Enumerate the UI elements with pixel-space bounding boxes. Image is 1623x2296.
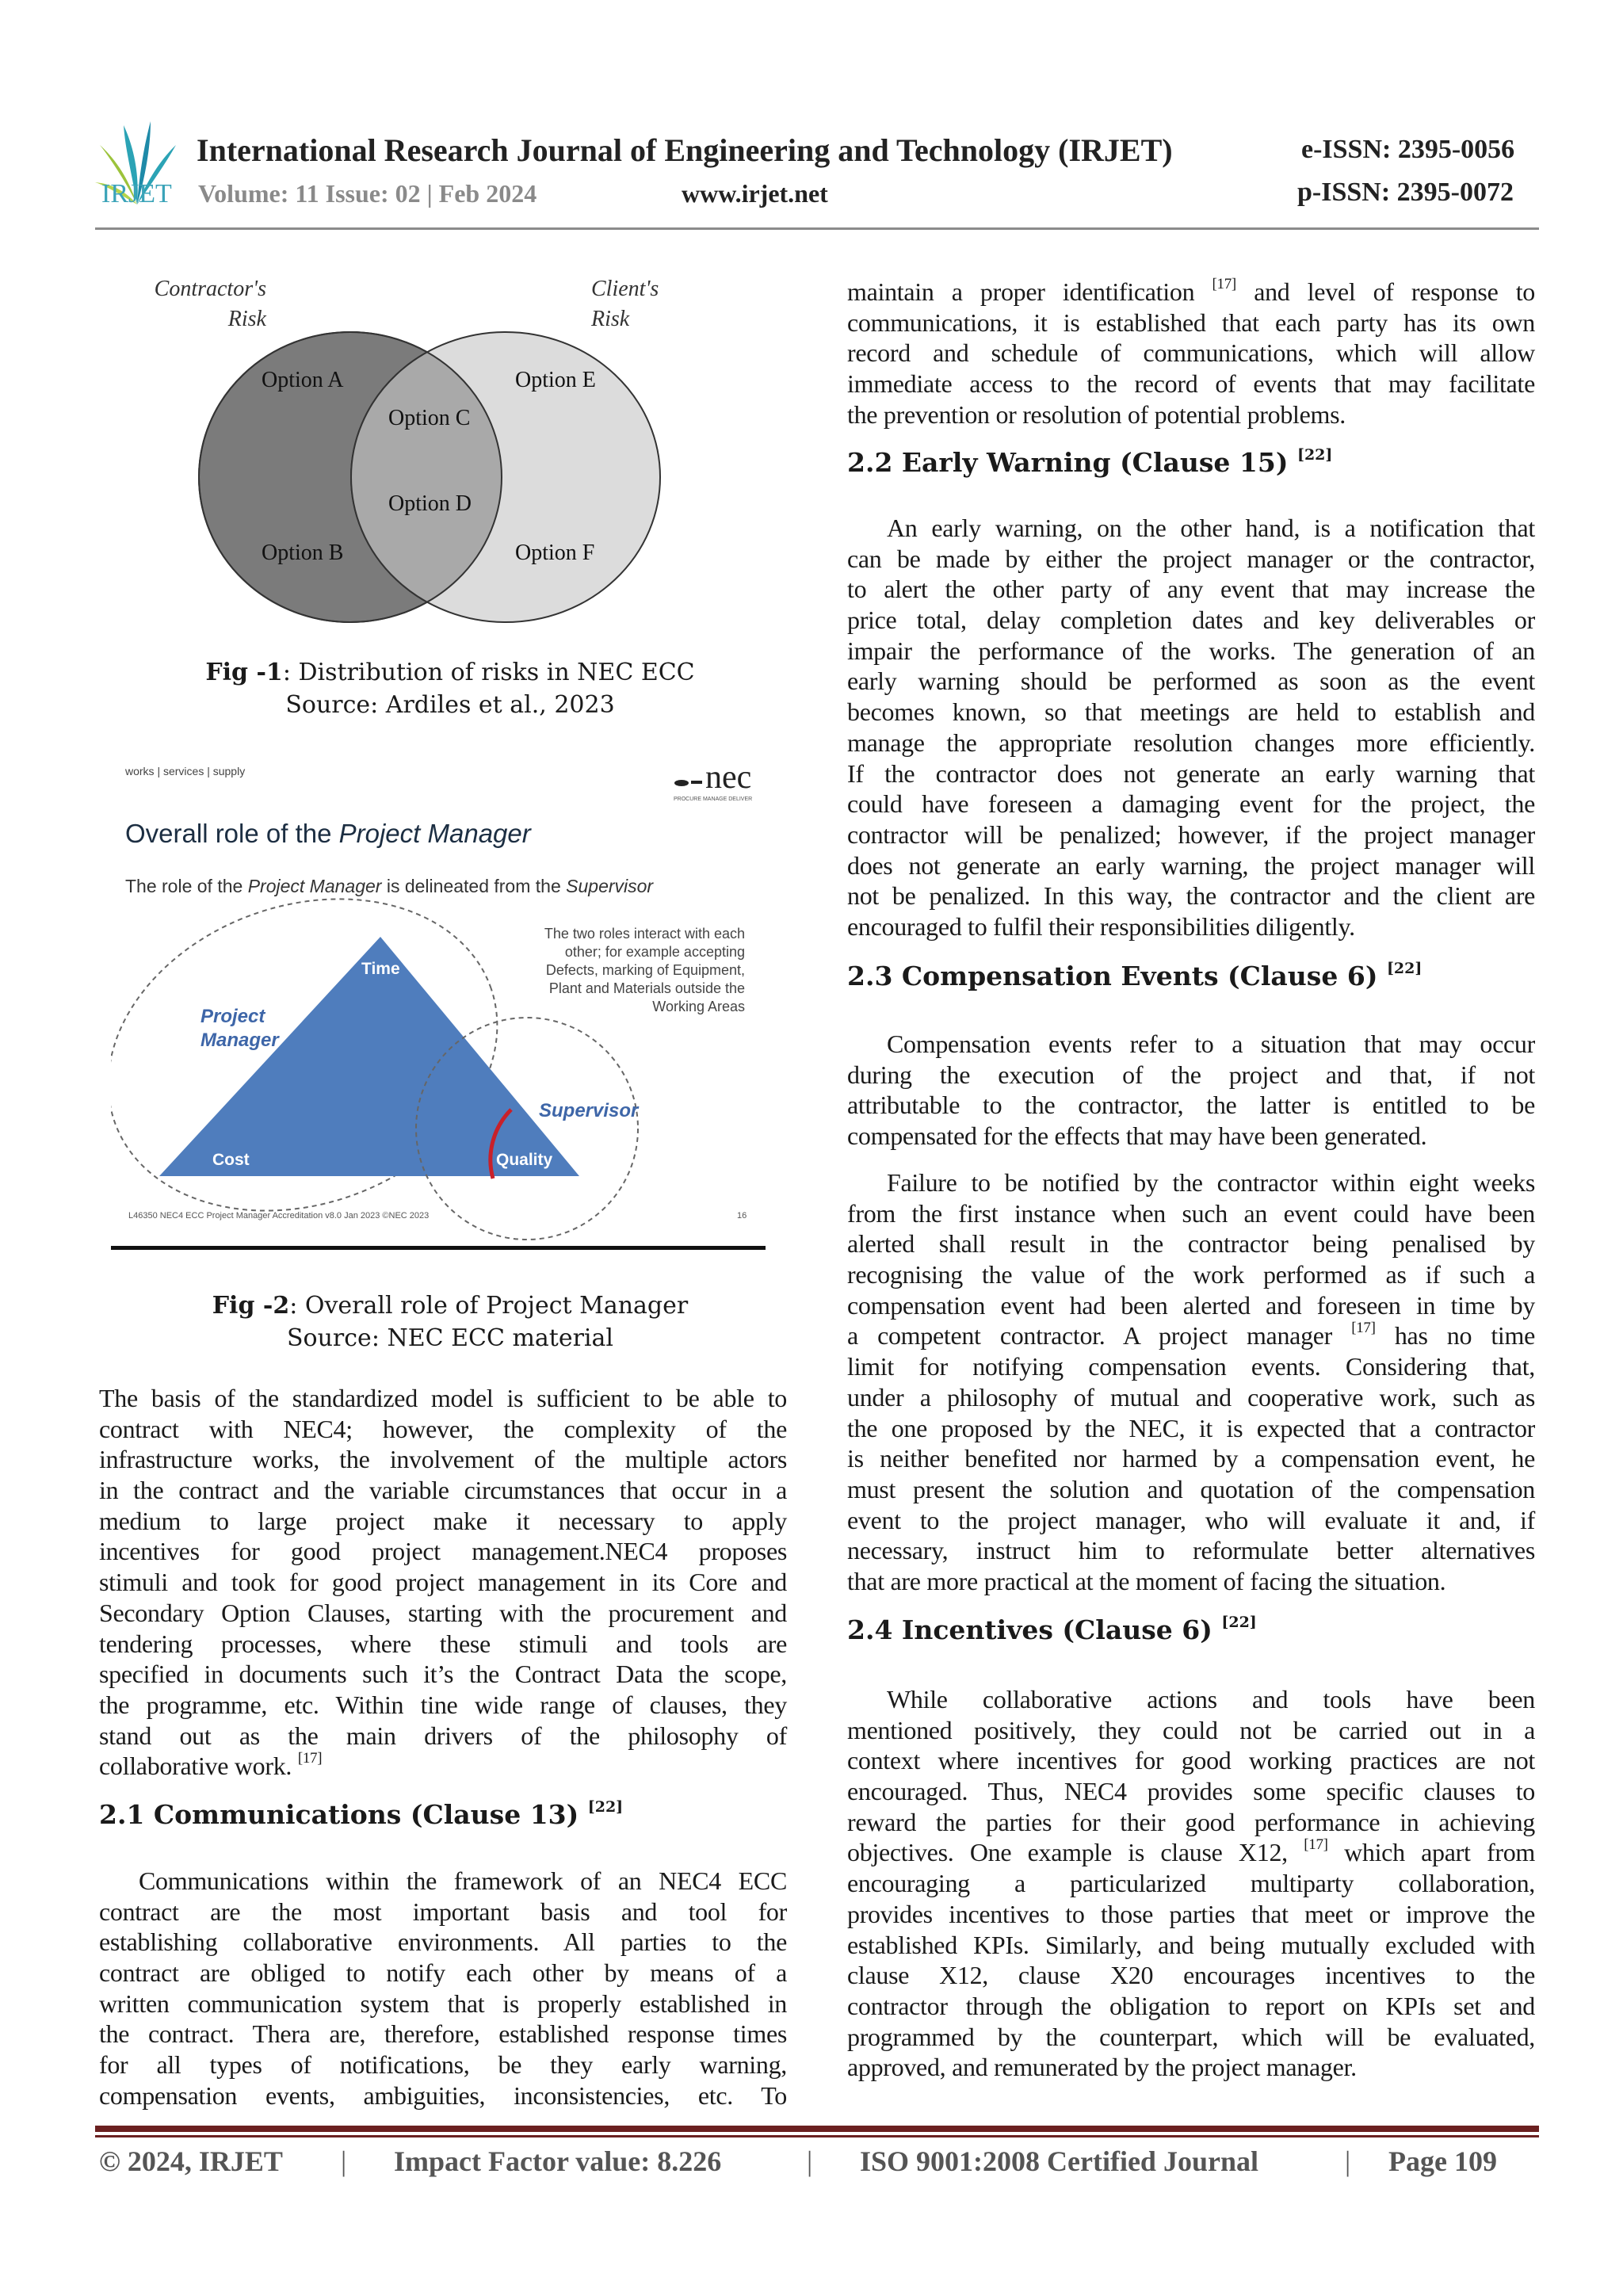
note-line: Working Areas [652,999,745,1014]
note-line: Defects, marking of Equipment, [545,962,745,978]
heading-incentives: 2.4 Incentives (Clause 6) [22] [847,1614,1257,1645]
text-line: programmed by the counterpart, which will be evaluated, [847,2022,1535,2051]
text-line: medium to large project make it necessary to apply [99,1506,787,1535]
slide-title-plain: Overall role of the [125,819,339,848]
text-line: impair the performance of the works. The generation of an [847,636,1535,665]
text-line: must present the solution and quotation of the compensation [847,1474,1535,1503]
text-line: event to the project manager, who will evaluate it and, if [847,1505,1535,1534]
fig2-caption [109,1289,791,1354]
option-b: Option B [262,541,344,565]
heading-communications: 2.1 Communications (Clause 13) [22] [99,1798,624,1830]
text-line: The basis of the standardized model is sufficient to be able to [99,1384,787,1412]
footer-separator: | [807,2145,813,2177]
text-line: written communication system that is properly established in [99,1988,787,2018]
footer-iso: ISO 9001:2008 Certified Journal [860,2145,1258,2177]
text-line: specified in documents such it’s the Contract Data the scope, [99,1660,787,1689]
heading-compensation-events: 2.3 Compensation Events (Clause 6) [22] [847,960,1423,991]
text-line: manage the appropriate resolution changes more efficiently. [847,728,1535,757]
text-line: can be made by either the project manager or the contractor, [847,544,1535,573]
header-divider [95,227,1539,230]
text-line: clause X12, clause X20 encourages incentives to the [847,1961,1535,1990]
text-line: in the contract and the variable circumstances that occur in a [99,1476,787,1505]
paragraph-early-warning [847,513,1535,942]
footer-rule-thin [95,2135,1539,2137]
paragraph-compensation-1 [847,1029,1535,1152]
text-line: under a philosophy of mutual and cooperative work, such as [847,1382,1535,1412]
text-line: does not generate an early warning, the project manager will [847,850,1535,880]
text-line: to alert the other party of any event that may increase the [847,575,1535,604]
fig2-label: Fig -2 [212,1292,290,1320]
text-line: could have foreseen a damaging event for the project, the [847,789,1535,819]
text-line: that are more practical at the moment of facing the situation. [847,1566,1446,1595]
text-line: Secondary Option Clauses, starting with the procurement and [99,1598,787,1627]
text-line: for all types of notifications, be they early warning, [99,2050,787,2080]
text-line: early warning should be performed as soon as the event [847,667,1535,696]
text-line: encouraged. Thus, NEC4 provides some specific clauses to [847,1777,1535,1806]
text-line: alerted shall result in the contractor being penalised by [847,1229,1535,1259]
text-line: the programme, etc. Within tine wide range of clauses, they [99,1690,787,1719]
text-line: is neither benefited nor harmed by a compensation event, he [847,1444,1535,1473]
text-line: compensation event had been alerted and foreseen in time by [847,1290,1535,1320]
text-line: If the contractor does not generate an early warning that [847,758,1535,788]
option-f: Option F [515,541,595,565]
slide-footer: L46350 NEC4 ECC Project Manager Accreditation v8.0 Jan 2023 ©NEC 2023 [128,1211,430,1221]
footer-separator: | [1345,2145,1351,2177]
text-line: maintain a proper identification [17] and level of response to [847,276,1535,306]
text-line: compensated for the effects that may have been generated. [847,1121,1427,1151]
fig1-label: Fig -1 [205,659,283,686]
text-line: An early warning, on the other hand, is a notification that [887,514,1535,542]
supervisor-label: Supervisor [539,1100,639,1121]
note-line: Plant and Materials outside the [548,980,745,996]
nec-logo: nec [705,759,752,796]
nec-slide [111,757,769,1248]
text-line: contractor through the obligation to report on KPIs set and [847,1991,1535,2020]
text-line: becomes known, so that meetings are held to establish and [847,697,1535,727]
text-line: a competent contractor. A project manager [17] has no time [847,1320,1535,1350]
text-line: stand out as the main drivers of the philosophy of [99,1721,787,1750]
website-link[interactable]: www.irjet.net [682,179,828,208]
subtitle-part: is delineated from the [381,876,567,896]
text-line: infrastructure works, the involvement of the multiple actors [99,1445,787,1474]
paragraph-incentives [847,1684,1535,2083]
text-line: the one proposed by the NEC, it is expected that a contractor [847,1413,1535,1442]
fig1-caption-text: : Distribution of risks in NEC ECC [282,659,695,686]
footer-separator: | [341,2145,347,2177]
text-line: limit for notifying compensation events. Considering that, [847,1352,1535,1381]
text-line: established KPIs. Similarly, and being mutually excluded with [847,1930,1535,1959]
text-line: Compensation events refer to a situation that may occur [887,1030,1535,1058]
text-line: record and schedule of communications, which will allow [847,338,1535,368]
fig1-caption [109,656,791,721]
text-line: approved, and remunerated by the project manager. [847,2053,1357,2082]
fig1-source: Source: Ardiles et al., 2023 [285,691,615,719]
option-a: Option A [262,368,344,392]
client-risk-label: Client's [591,277,659,301]
cost-label: Cost [212,1151,250,1169]
text-line: mentioned positively, they could not be carried out in a [847,1715,1535,1744]
text-line: establishing collaborative environments. All parties to the [99,1927,787,1957]
client-risk-label-2: Risk [591,307,630,331]
text-line: While collaborative actions and tools have been [887,1685,1535,1713]
paragraph-communications-cont [847,277,1535,430]
footer-rule [95,2126,1539,2132]
text-line: contract are the most important basis and tool for [99,1897,787,1926]
p-issn: p-ISSN: 2395-0072 [1297,178,1514,207]
pm-label-line: Project [200,1006,265,1027]
note-line: The two roles interact with each [544,926,745,942]
text-line: contractor will be penalized; however, if the project manager [847,819,1535,849]
e-issn: e-ISSN: 2395-0056 [1301,135,1515,164]
text-line: encouraged to fulfil their responsibilities diligently. [847,911,1355,941]
text-line: stimuli and took for good project management in its Core and [99,1568,787,1597]
slide-title-italic: Project Manager [338,819,531,848]
subtitle-part: Supervisor [566,876,654,896]
text-line: contract are obliged to notify each other by means of a [99,1958,787,1988]
slide-title [125,819,531,849]
text-line: objectives. One example is clause X12, [17] which apart from [847,1836,1535,1867]
text-line: Failure to be notified by the contractor within eight weeks [887,1168,1535,1197]
fig2-caption-text: : Overall role of Project Manager [289,1292,689,1320]
fig2-source: Source: NEC ECC material [286,1324,614,1352]
option-d: Option D [388,491,472,516]
text-line: price total, delay completion dates and key deliverables or [847,606,1535,635]
text-line: recognising the value of the work performed as if such a [847,1260,1535,1289]
text-line: the contract. Thera are, therefore, established response times [99,2019,787,2049]
text-line: during the execution of the project and that, if not [847,1060,1535,1089]
slide-note [544,925,745,1016]
text-line: immediate access to the record of events that may facilitate [847,369,1535,399]
text-line: provides incentives to those parties that meet or improve the [847,1899,1535,1928]
footer-impact-factor: Impact Factor value: 8.226 [394,2145,722,2177]
footer-copyright: © 2024, IRJET [99,2145,283,2177]
volume-issue: Volume: 11 Issue: 02 | Feb 2024 [198,179,537,208]
text-line: context where incentives for good working practices are not [847,1746,1535,1775]
subtitle-part: Project Manager [247,876,382,896]
pm-label-line: Manager [200,1030,279,1051]
slide-bottom-rule [111,1246,766,1250]
text-line: contract with NEC4; however, the complexity of the [99,1414,787,1443]
option-c: Option C [388,406,471,430]
paragraph-compensation-2 [847,1167,1535,1597]
nec-tagline: PROCURE MANAGE DELIVER [674,797,753,802]
contractor-risk-label: Contractor's [154,277,266,301]
text-line: attributable to the contractor, the latter is entitled to be [847,1091,1535,1120]
text-line: not be penalized. In this way, the contractor and the client are [847,881,1535,911]
text-line: collaborative work. [17] [99,1750,323,1781]
irjet-logo-text: IRJET [101,179,172,208]
text-line: incentives for good project management.NEC4 proposes [99,1537,787,1566]
text-line: from the first instance when such an event could have been [847,1198,1535,1228]
slide-subtitle [125,876,653,897]
text-line: Communications within the framework of an NEC4 ECC [139,1866,787,1895]
note-line: other; for example accepting [564,944,745,960]
text-line: encouraging a particularized multiparty collaboration, [847,1869,1535,1898]
text-line: compensation events, ambiguities, inconsistencies, etc. To [99,2080,787,2110]
paragraph-communications [99,1866,787,2111]
slide-number: 16 [737,1211,747,1221]
quality-label: Quality [496,1151,553,1169]
footer-page-number: Page 109 [1388,2145,1497,2177]
heading-early-warning: 2.2 Early Warning (Clause 15) [22] [847,446,1333,478]
paragraph-intro [99,1383,787,1782]
option-e: Option E [515,368,596,392]
text-line: the prevention or resolution of potential problems. [847,399,1346,429]
journal-title: International Research Journal of Engineering and Technology (IRJET) [197,132,1173,168]
venn-labels [143,269,682,642]
time-label: Time [361,960,400,978]
text-line: tendering processes, where these stimuli and tools are [99,1629,787,1658]
nec-logo-mark [674,780,689,786]
subtitle-part: The role of the [125,876,248,896]
project-manager-label [200,1005,279,1052]
slide-topline: works | services | supply [125,765,246,777]
text-line: reward the parties for their good performance in achieving [847,1807,1535,1836]
text-line: necessary, instruct him to reformulate better alternatives [847,1536,1535,1565]
text-line: communications, it is established that each party has its own [847,308,1535,337]
contractor-risk-label-2: Risk [227,307,266,331]
